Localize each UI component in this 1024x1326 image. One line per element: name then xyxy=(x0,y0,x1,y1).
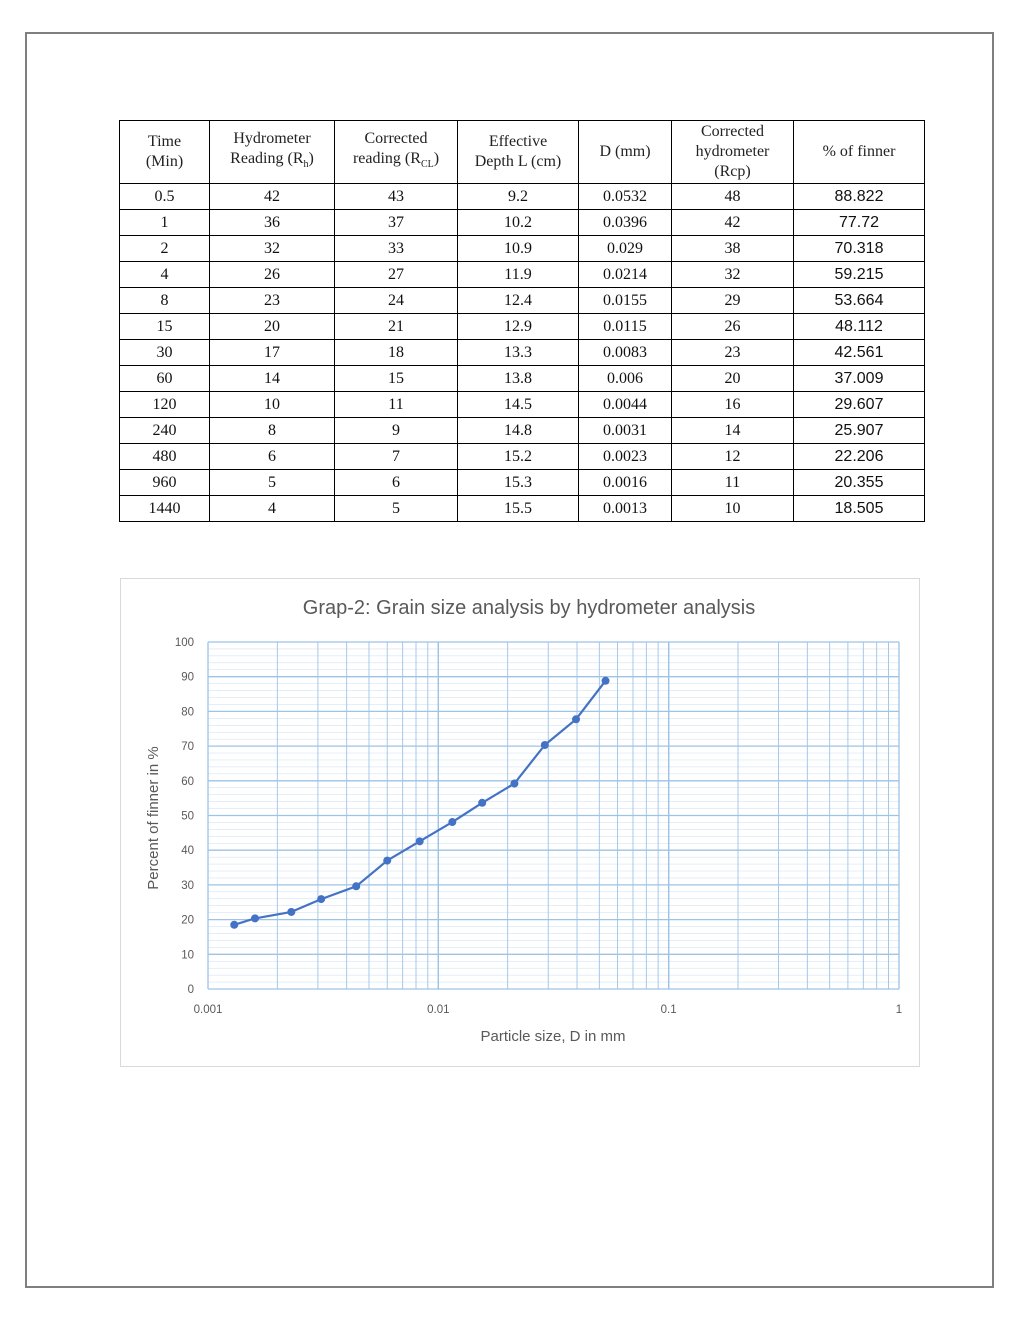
y-tick-label: 80 xyxy=(181,706,194,719)
table-row xyxy=(120,288,925,314)
cell-hydrometer-reading: 26 xyxy=(210,262,335,288)
cell-percent-finer: 37.009 xyxy=(794,366,925,392)
cell-hydrometer-reading: 8 xyxy=(210,418,335,444)
cell-corrected-hydrometer: 20 xyxy=(672,366,794,392)
cell-corrected-reading: 7 xyxy=(335,444,458,470)
header-effective-depth: Effective Depth L (cm) xyxy=(458,121,579,184)
cell-hydrometer-reading: 36 xyxy=(210,210,335,236)
cell-corrected-reading: 21 xyxy=(335,314,458,340)
cell-time: 30 xyxy=(120,340,210,366)
cell-effective-depth: 15.3 xyxy=(458,470,579,496)
cell-corrected-hydrometer: 26 xyxy=(672,314,794,340)
cell-effective-depth: 13.8 xyxy=(458,366,579,392)
cell-percent-finer: 22.206 xyxy=(794,444,925,470)
data-point xyxy=(510,780,518,788)
cell-time: 1 xyxy=(120,210,210,236)
y-tick-label: 30 xyxy=(181,879,194,892)
x-axis-title: Particle size, D in mm xyxy=(480,1028,626,1045)
series-line xyxy=(234,681,605,925)
cell-d-mm: 0.0031 xyxy=(579,418,672,444)
y-tick-label: 60 xyxy=(181,775,194,788)
data-point xyxy=(478,799,486,807)
cell-corrected-reading: 24 xyxy=(335,288,458,314)
cell-corrected-reading: 37 xyxy=(335,210,458,236)
data-series xyxy=(230,677,609,929)
cell-d-mm: 0.0155 xyxy=(579,288,672,314)
cell-percent-finer: 18.505 xyxy=(794,496,925,522)
cell-d-mm: 0.029 xyxy=(579,236,672,262)
cell-time: 240 xyxy=(120,418,210,444)
cell-d-mm: 0.006 xyxy=(579,366,672,392)
cell-time: 2 xyxy=(120,236,210,262)
cell-hydrometer-reading: 23 xyxy=(210,288,335,314)
cell-hydrometer-reading: 4 xyxy=(210,496,335,522)
y-tick-label: 0 xyxy=(187,984,194,996)
cell-d-mm: 0.0214 xyxy=(579,262,672,288)
cell-percent-finer: 48.112 xyxy=(794,314,925,340)
cell-hydrometer-reading: 17 xyxy=(210,340,335,366)
y-tick-label: 10 xyxy=(181,949,194,962)
cell-time: 480 xyxy=(120,444,210,470)
cell-corrected-hydrometer: 38 xyxy=(672,236,794,262)
cell-effective-depth: 14.5 xyxy=(458,392,579,418)
cell-corrected-hydrometer: 32 xyxy=(672,262,794,288)
cell-time: 4 xyxy=(120,262,210,288)
cell-time: 0.5 xyxy=(120,184,210,210)
cell-percent-finer: 42.561 xyxy=(794,340,925,366)
hydrometer-table xyxy=(119,120,925,522)
x-tick-label: 0.1 xyxy=(660,1004,677,1016)
cell-hydrometer-reading: 42 xyxy=(210,184,335,210)
header-d-mm: D (mm) xyxy=(579,121,672,184)
cell-corrected-reading: 43 xyxy=(335,184,458,210)
table-row xyxy=(120,470,925,496)
data-point xyxy=(352,882,360,890)
cell-percent-finer: 25.907 xyxy=(794,418,925,444)
cell-d-mm: 0.0016 xyxy=(579,470,672,496)
cell-hydrometer-reading: 14 xyxy=(210,366,335,392)
header-corrected-reading: Corrected reading $(R_{CL})$ xyxy=(335,121,458,184)
cell-corrected-reading: 27 xyxy=(335,262,458,288)
x-tick-label: 0.01 xyxy=(427,1004,450,1016)
cell-d-mm: 0.0083 xyxy=(579,340,672,366)
cell-corrected-reading: 18 xyxy=(335,340,458,366)
y-tick-label: 70 xyxy=(181,741,194,754)
cell-corrected-hydrometer: 14 xyxy=(672,418,794,444)
cell-d-mm: 0.0115 xyxy=(579,314,672,340)
cell-corrected-reading: 5 xyxy=(335,496,458,522)
grid-lines xyxy=(208,642,899,989)
table-row xyxy=(120,236,925,262)
data-point xyxy=(230,921,238,929)
table-row xyxy=(120,340,925,366)
y-tick-label: 90 xyxy=(181,671,194,684)
table-row xyxy=(120,314,925,340)
cell-time: 60 xyxy=(120,366,210,392)
cell-corrected-hydrometer: 16 xyxy=(672,392,794,418)
cell-effective-depth: 12.4 xyxy=(458,288,579,314)
cell-hydrometer-reading: 6 xyxy=(210,444,335,470)
cell-corrected-hydrometer: 12 xyxy=(672,444,794,470)
cell-corrected-hydrometer: 42 xyxy=(672,210,794,236)
cell-percent-finer: 88.822 xyxy=(794,184,925,210)
cell-time: 120 xyxy=(120,392,210,418)
table-row xyxy=(120,262,925,288)
y-tick-label: 100 xyxy=(174,637,194,649)
header-time: Time (Min) xyxy=(120,121,210,184)
cell-effective-depth: 13.3 xyxy=(458,340,579,366)
header-corrected-hydrometer: Corrected hydrometer (Rcp) xyxy=(672,121,794,184)
cell-percent-finer: 29.607 xyxy=(794,392,925,418)
cell-effective-depth: 15.2 xyxy=(458,444,579,470)
table-row xyxy=(120,418,925,444)
data-point xyxy=(317,895,325,903)
y-tick-label: 50 xyxy=(181,810,194,823)
data-point xyxy=(287,908,295,916)
cell-d-mm: 0.0023 xyxy=(579,444,672,470)
chart-container xyxy=(120,578,920,1067)
cell-corrected-hydrometer: 48 xyxy=(672,184,794,210)
cell-corrected-reading: 11 xyxy=(335,392,458,418)
cell-effective-depth: 15.5 xyxy=(458,496,579,522)
data-point xyxy=(416,837,424,845)
cell-hydrometer-reading: 20 xyxy=(210,314,335,340)
grain-size-chart xyxy=(121,579,921,1068)
header-percent-finer: % of finner xyxy=(794,121,925,184)
header-hydrometer-reading: Hydrometer Reading $(R_h)$ xyxy=(210,121,335,184)
chart-title: Grap-2: Grain size analysis by hydrometer analysis xyxy=(302,597,756,619)
table-row xyxy=(120,496,925,522)
data-point xyxy=(383,857,391,865)
table-header-row xyxy=(120,121,925,184)
cell-hydrometer-reading: 10 xyxy=(210,392,335,418)
cell-corrected-hydrometer: 23 xyxy=(672,340,794,366)
y-axis-title: Percent of finner in % xyxy=(145,746,162,890)
table-row xyxy=(120,392,925,418)
cell-hydrometer-reading: 5 xyxy=(210,470,335,496)
cell-hydrometer-reading: 32 xyxy=(210,236,335,262)
cell-percent-finer: 20.355 xyxy=(794,470,925,496)
y-tick-label: 40 xyxy=(181,845,194,858)
cell-corrected-hydrometer: 10 xyxy=(672,496,794,522)
data-point xyxy=(251,914,259,922)
table-row xyxy=(120,210,925,236)
cell-time: 15 xyxy=(120,314,210,340)
cell-percent-finer: 70.318 xyxy=(794,236,925,262)
x-tick-label: 1 xyxy=(895,1004,903,1016)
cell-effective-depth: 10.2 xyxy=(458,210,579,236)
data-point xyxy=(602,677,610,685)
cell-d-mm: 0.0013 xyxy=(579,496,672,522)
cell-percent-finer: 59.215 xyxy=(794,262,925,288)
data-point xyxy=(448,818,456,826)
cell-effective-depth: 9.2 xyxy=(458,184,579,210)
cell-corrected-hydrometer: 29 xyxy=(672,288,794,314)
cell-effective-depth: 11.9 xyxy=(458,262,579,288)
cell-effective-depth: 10.9 xyxy=(458,236,579,262)
cell-percent-finer: 53.664 xyxy=(794,288,925,314)
table-row xyxy=(120,366,925,392)
cell-time: 8 xyxy=(120,288,210,314)
tick-labels xyxy=(175,637,902,1016)
cell-time: 1440 xyxy=(120,496,210,522)
cell-corrected-reading: 9 xyxy=(335,418,458,444)
data-point xyxy=(572,715,580,723)
cell-effective-depth: 12.9 xyxy=(458,314,579,340)
cell-effective-depth: 14.8 xyxy=(458,418,579,444)
cell-d-mm: 0.0532 xyxy=(579,184,672,210)
cell-corrected-reading: 15 xyxy=(335,366,458,392)
cell-time: 960 xyxy=(120,470,210,496)
cell-d-mm: 0.0396 xyxy=(579,210,672,236)
data-point xyxy=(541,741,549,749)
cell-corrected-reading: 33 xyxy=(335,236,458,262)
cell-corrected-reading: 6 xyxy=(335,470,458,496)
table-row xyxy=(120,184,925,210)
x-tick-label: 0.001 xyxy=(193,1004,223,1016)
cell-d-mm: 0.0044 xyxy=(579,392,672,418)
cell-percent-finer: 77.72 xyxy=(794,210,925,236)
cell-corrected-hydrometer: 11 xyxy=(672,470,794,496)
y-tick-label: 20 xyxy=(181,914,194,927)
table-row xyxy=(120,444,925,470)
